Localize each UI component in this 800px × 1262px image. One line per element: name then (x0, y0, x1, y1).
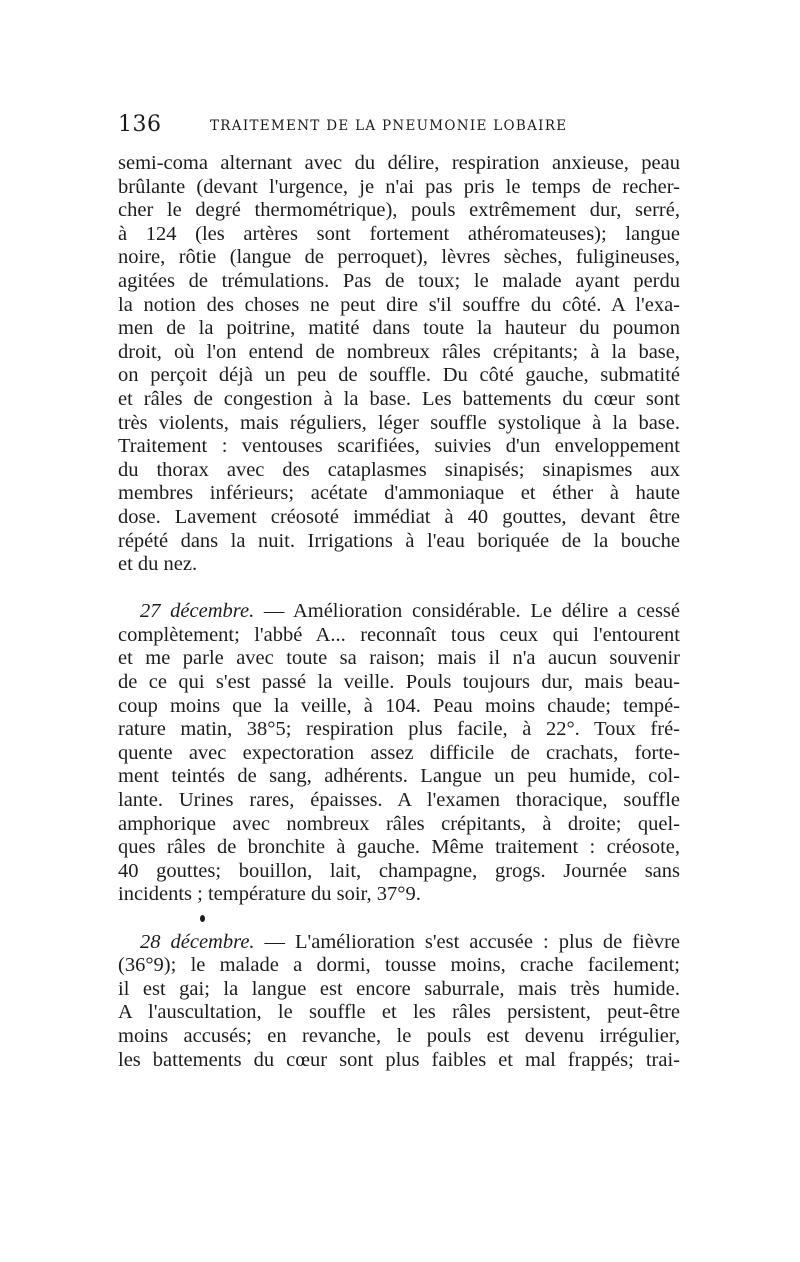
text-line: ques râles de bronchite à gauche. Même traitement : créosote, (118, 836, 680, 859)
text-line: dose. Lavement créosoté immédiat à 40 gouttes, devant être (118, 505, 680, 528)
text-fragment: — Amélioration considérable. Le délire a cessé (254, 600, 680, 623)
text-line: il est gai; la langue est encore saburrale, mais très humide. (118, 977, 680, 1000)
text-line: (36°9); le malade a dormi, tousse moins, crache facilement; (118, 954, 680, 977)
text-line: et me parle avec toute sa raison; mais il n'a aucun souvenir (118, 647, 680, 670)
text-line: et du nez. (118, 553, 198, 576)
text-line: agitées de trémulations. Pas de toux; le malade ayant perdu (118, 269, 680, 292)
text-line: et râles de congestion à la base. Les battements du cœur sont (118, 387, 680, 410)
text-line: ment teintés de sang, adhérents. Langue un peu humide, col- (118, 765, 680, 788)
text-line: brûlante (devant l'urgence, je n'ai pas pris le temps de recher- (118, 175, 680, 198)
paragraph-2 (118, 600, 680, 907)
text-line: les battements du cœur sont plus faibles et mal frappés; trai- (118, 1048, 680, 1071)
text-line: amphorique avec nombreux râles crépitants, à droite; quel- (118, 812, 680, 835)
text-line: on perçoit déjà un peu de souffle. Du côté gauche, submatité (118, 364, 680, 387)
text-line: men de la poitrine, matité dans toute la hauteur du poumon (118, 317, 680, 340)
entry-date: 28 décembre. (140, 930, 255, 953)
paragraph-3 (118, 931, 680, 1073)
page-number: 136 (118, 112, 162, 137)
text-line: Traitement : ventouses scarifiées, suivies d'un enveloppement (118, 435, 680, 458)
text-fragment: — L'amélioration s'est accusée : plus de fièvre (254, 930, 680, 953)
entry-date: 27 décembre. (140, 600, 255, 623)
text-line: à 124 (les artères sont fortement athéromateuses); langue (118, 222, 680, 245)
paragraph-1 (118, 152, 680, 577)
running-title: TRAITEMENT DE LA PNEUMONIE LOBAIRE (210, 118, 568, 134)
text-line: A l'auscultation, le souffle et les râles persistent, peut-être (118, 1001, 680, 1024)
text-line: 40 gouttes; bouillon, lait, champagne, grogs. Journée sans (118, 859, 680, 882)
text-line: moins accusés; en revanche, le pouls est devenu irrégulier, (118, 1024, 680, 1047)
page-header (118, 112, 680, 142)
text-line: rature matin, 38°5; respiration plus facile, à 22°. Toux fré- (118, 718, 680, 741)
text-line (118, 931, 680, 955)
text-line: incidents ; température du soir, 37°9. (118, 883, 421, 906)
text-line: coup moins que la veille, à 104. Peau moins chaude; tempé- (118, 694, 680, 717)
text-line: cher le degré thermométrique), pouls extrêmement dur, serré, (118, 199, 680, 222)
text-line: noire, rôtie (langue de perroquet), lèvres sèches, fuligineuses, (118, 246, 680, 269)
paragraph-spacer (118, 907, 680, 931)
text-line: du thorax avec des cataplasmes sinapisés; sinapismes aux (118, 458, 680, 481)
ink-mark (200, 915, 205, 922)
text-line: la notion des choses ne peut dire s'il souffre du côté. A l'exa- (118, 293, 680, 316)
text-line: de ce qui s'est passé la veille. Pouls toujours dur, mais beau- (118, 671, 680, 694)
text-line: répété dans la nuit. Irrigations à l'eau boriquée de la bouche (118, 529, 680, 552)
text-line: membres inférieurs; acétate d'ammoniaque et éther à haute (118, 482, 680, 505)
paragraph-spacer (118, 577, 680, 601)
body-text (118, 152, 680, 1072)
text-line: complètement; l'abbé A... reconnaît tous ceux qui l'entourent (118, 623, 680, 646)
text-line: lante. Urines rares, épaisses. A l'examen thoracique, souffle (118, 789, 680, 812)
text-line (118, 600, 680, 624)
text-line: très violents, mais réguliers, léger souffle systolique à la base. (118, 411, 680, 434)
text-line: semi-coma alternant avec du délire, respiration anxieuse, peau (118, 152, 680, 174)
text-line: quente avec expectoration assez difficile de crachats, forte- (118, 741, 680, 764)
text-line: droit, où l'on entend de nombreux râles crépitants; à la base, (118, 340, 680, 363)
